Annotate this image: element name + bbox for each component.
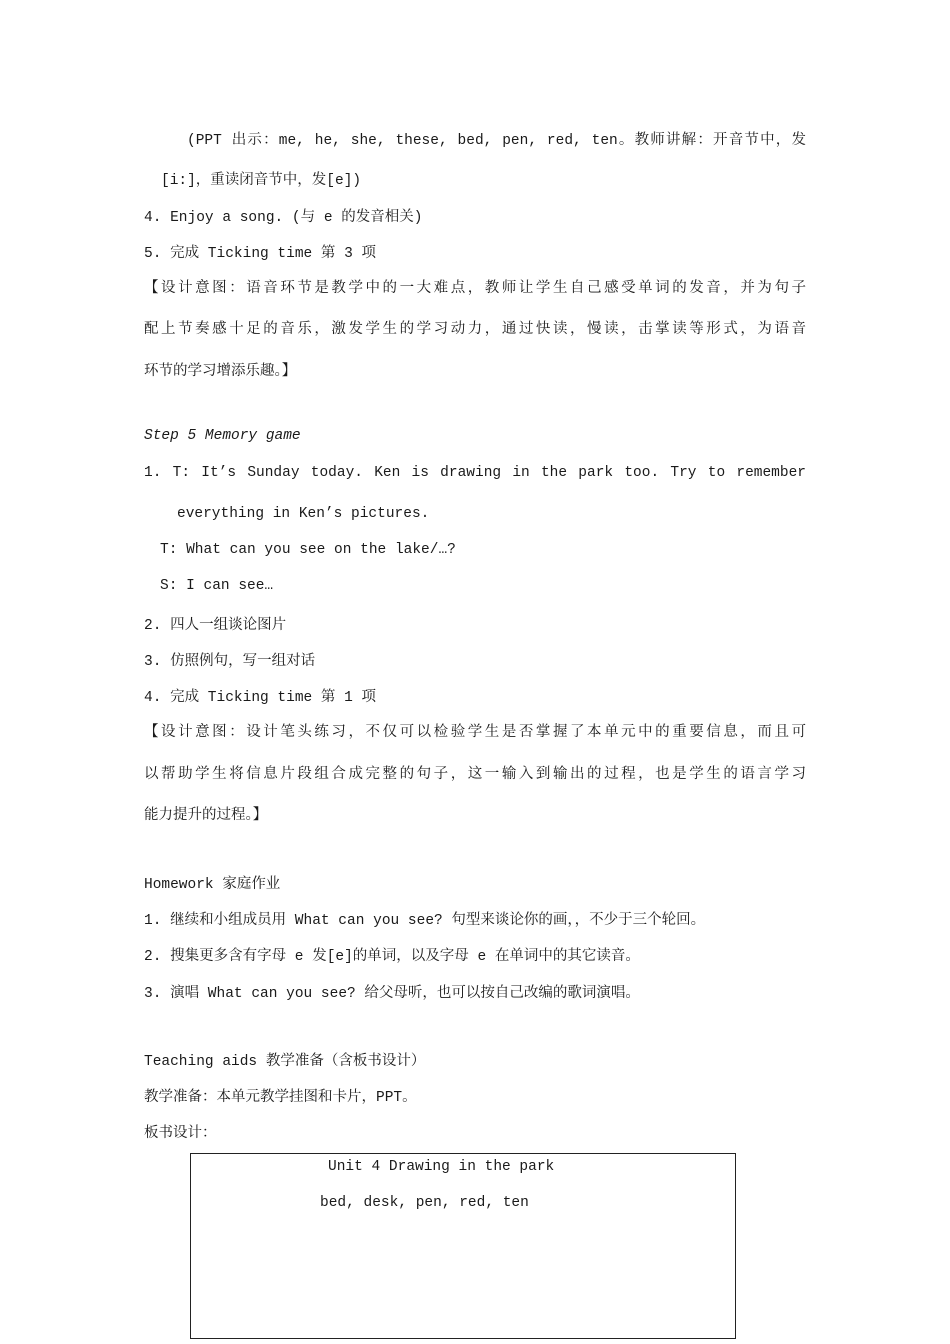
teaching-prep: 教学准备：本单元教学挂图和卡片，PPT。 — [144, 1090, 417, 1106]
intent1-line1: 【设计意图：语音环节是教学中的一大难点，教师让学生自己感受单词的发音，并为句子 — [144, 280, 806, 296]
board-design-label: 板书设计： — [144, 1126, 217, 1142]
intent1-line2: 配上节奏感十足的音乐，激发学生的学习动力，通过快读，慢读，击掌读等形式，为语音 — [144, 321, 806, 337]
step5-item3: 3. 仿照例句，写一组对话 — [144, 654, 316, 670]
phonics-item-song: 4. Enjoy a song. (与 e 的发音相关) — [144, 210, 423, 226]
intent1-line3: 环节的学习增添乐趣。】 — [144, 363, 297, 379]
intent2-line2: 以帮助学生将信息片段组合成完整的句子，这一输入到输出的过程，也是学生的语言学习 — [144, 766, 806, 782]
homework-item-3: 3. 演唱 What can you see? 给父母听，也可以按自己改编的歌词演唱。 — [144, 986, 640, 1002]
board-words: bed, desk, pen, red, ten — [320, 1195, 529, 1211]
intent2-line3: 能力提升的过程。】 — [144, 807, 268, 823]
step5-item1-line1: 1. T: It’s Sunday today. Ken is drawing in the park too. Try to remember — [144, 465, 806, 481]
teaching-aids-heading: Teaching aids 教学准备（含板书设计） — [144, 1054, 426, 1070]
step5-item2: 2. 四人一组谈论图片 — [144, 618, 287, 634]
homework-item-1: 1. 继续和小组成员用 What can you see? 句型来谈论你的画，，不少于三个轮回。 — [144, 913, 706, 929]
homework-item-2: 2. 搜集更多含有字母 e 发[e]的单词，以及字母 e 在单词中的其它读音。 — [144, 949, 640, 965]
blackboard-design-box — [190, 1153, 736, 1339]
step5-dialog-teacher: T: What can you see on the lake/…? — [160, 542, 456, 558]
intent2-line1: 【设计意图：设计笔头练习，不仅可以检验学生是否掌握了本单元中的重要信息，而且可 — [144, 724, 806, 740]
board-title: Unit 4 Drawing in the park — [328, 1159, 555, 1175]
step5-dialog-student: S: I can see… — [160, 578, 274, 594]
ppt-note-line1: (PPT 出示：me, he, she, these, bed, pen, red, ten。教师讲解：开音节中，发 — [187, 133, 806, 149]
step5-item1-line2: everything in Ken’s pictures. — [177, 506, 430, 522]
ppt-note-line2: [i:]，重读闭音节中，发[e]) — [161, 173, 362, 189]
homework-heading: Homework 家庭作业 — [144, 877, 281, 893]
step5-item4: 4. 完成 Ticking time 第 1 项 — [144, 690, 377, 706]
step5-heading: Step 5 Memory game — [144, 428, 301, 444]
phonics-item-ticking: 5. 完成 Ticking time 第 3 项 — [144, 246, 377, 262]
